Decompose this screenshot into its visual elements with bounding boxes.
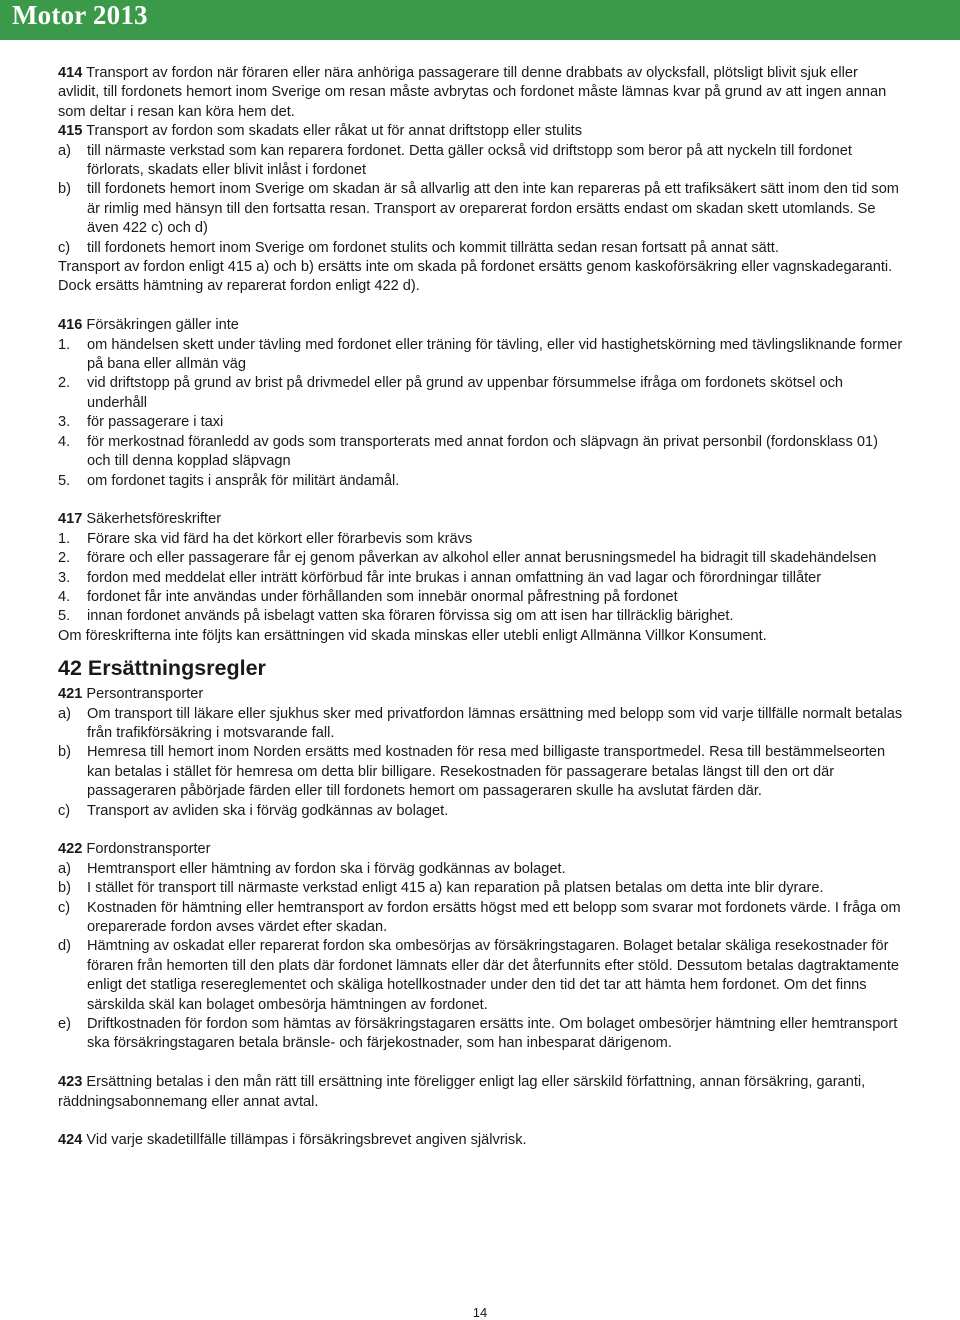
- list-416: [58, 336, 903, 491]
- list-415: [58, 142, 903, 258]
- list-421: [58, 705, 903, 821]
- list-item: 5. om fordonet tagits i anspråk för militärt ändamål.: [58, 472, 400, 489]
- section-414: [58, 64, 903, 122]
- document-title: Motor 2013: [12, 0, 148, 30]
- section-number: 422: [58, 841, 83, 858]
- list-item: a) Hemtransport eller hämtning av fordon ska i förväg godkännas av bolaget.: [58, 860, 566, 877]
- header-bar: [0, 0, 960, 40]
- list-item: 1. om händelsen skett under tävling med fordonet eller träning för tävling, eller vid hastighetskörning med tävlingsliknande former på bana eller allmän väg: [58, 336, 903, 373]
- list-item: c) Kostnaden för hämtning eller hemtransport av fordon ersätts högst med ett belopp som svarar mot fordonets värde. I fråga om oreparerade fordon avses värdet efter skadan.: [58, 899, 901, 936]
- list-item: 5. innan fordonet används på isbelagt vatten ska föraren förvissa sig om att isen har tillräcklig bärighet.: [58, 608, 734, 625]
- list-item: 4. för merkostnad föranledd av gods som transporterats med annat fordon och släpvagn än privat personbil (fordonsklass 01) och till denna kopplad släpvagn: [58, 433, 878, 470]
- section-number: 421: [58, 686, 83, 703]
- list-item: c) till fordonets hemort inom Sverige om fordonet stulits och kommit tillrätta sedan resan fortsatt på annat sätt.: [58, 239, 779, 256]
- section-number: 417: [58, 511, 83, 528]
- section-text: Försäkringen gäller inte: [82, 317, 239, 334]
- section-text: Transport av fordon när föraren eller nära anhöriga passagerare till denne drabbats av olycksfall, plötsligt blivit sjuk eller avlidit, till fordonets hemort inom Sverige om resan måste avbrytas och fordonet måste lämnas kvar på grund av att ingen annan som deltar i resan kan köra hem det.: [58, 65, 887, 120]
- list-item: 3. fordon med meddelat eller inträtt körförbud får inte brukas i annan omfattning än vad lagar och förordningar tillåter: [58, 569, 822, 586]
- page-number: 14: [472, 1305, 488, 1320]
- list-item: b) I stället för transport till närmaste verkstad enligt 415 a) kan reparation på platsen betalas om detta inte blir dyrare.: [58, 880, 824, 897]
- chapter-heading: 42 Ersättningsregler: [58, 656, 266, 681]
- section-number: 416: [58, 317, 83, 334]
- section-421: [58, 685, 903, 704]
- section-417: [58, 510, 903, 529]
- section-note: Transport av fordon enligt 415 a) och b) ersätts inte om skada på fordonet ersätts genom kaskoförsäkring eller vagnskadegaranti. Dock ersätts hämtning av reparerat fordon enligt 422 d).: [58, 259, 893, 295]
- section-422: [58, 840, 903, 859]
- list-item: b) till fordonets hemort inom Sverige om skadan är så allvarlig att den inte kan repareras på ett trafiksäkert sätt inom den tid som är rimlig med hänsyn till den fortsatta resan. Transport av oreparerat fordon ersätts endast om skadan skett utomlands. Se även 422 c) och d): [58, 181, 899, 237]
- list-item: 3. för passagerare i taxi: [58, 414, 224, 431]
- list-item: 1. Förare ska vid färd ha det körkort eller förarbevis som krävs: [58, 530, 473, 547]
- section-number: 423: [58, 1074, 83, 1091]
- list-item: 2. förare och eller passagerare får ej genom påverkan av alkohol eller annat berusningsmedel ha bidragit till skadehändelsen: [58, 550, 877, 567]
- section-text: Transport av fordon som skadats eller råkat ut för annat driftstopp eller stulits: [82, 123, 583, 140]
- section-number: 415: [58, 123, 83, 140]
- list-item: d) Hämtning av oskadat eller reparerat fordon ska ombesörjas av försäkringstagaren. Bolaget betalar skäliga resekostnader för föraren från hemorten till den plats där fordonet lämnats eller där det återfunnits efter stöld. Dessutom betalas dagtraktamente enligt det statliga resereglementet och skäliga hotellkostnader under den tid det tar att hämta hem fordonet. Om det finns särskilda skäl kan bolaget ombesörja hämtningen av fordonet.: [58, 938, 900, 1013]
- section-text: Persontransporter: [82, 686, 204, 703]
- section-text: Ersättning betalas i den mån rätt till ersättning inte föreligger enligt lag eller särskild författning, annan försäkring, garanti, räddningsabonnemang eller annat avtal.: [58, 1074, 866, 1110]
- list-item: 4. fordonet får inte användas under förhållanden som innebär onormal påfrestning på fordonet: [58, 588, 678, 605]
- list-417: [58, 530, 903, 627]
- section-424: [58, 1131, 903, 1150]
- section-text: Fordonstransporter: [82, 841, 211, 858]
- section-415: [58, 122, 903, 141]
- document-body: [58, 64, 903, 1151]
- section-text: Säkerhetsföreskrifter: [82, 511, 222, 528]
- section-text: Vid varje skadetillfälle tillämpas i försäkringsbrevet angiven självrisk.: [82, 1132, 527, 1149]
- list-422: [58, 860, 903, 1054]
- list-item: e) Driftkostnaden för fordon som hämtas av försäkringstagaren ersätts inte. Om bolaget ombesörjer hämtning eller hemtransport ska försäkringstagaren betala bränsle- och färjekostnader, som han inbesparat därigenom.: [58, 1016, 898, 1052]
- section-note: Om föreskrifterna inte följts kan ersättningen vid skada minskas eller utebli enligt Allmänna Villkor Konsument.: [58, 627, 767, 644]
- list-item: 2. vid driftstopp på grund av brist på drivmedel eller på grund av uppenbar försummelse ifråga om fordonets skötsel och underhåll: [58, 375, 844, 411]
- list-item: b) Hemresa till hemort inom Norden ersätts med kostnaden för resa med billigaste transportmedel. Resa till bestämmelseorten kan betalas i stället för hemresa om detta blir billigare. Resekostnaden för passagerare betalas längst till den ort där passageraren påbörjade färden eller till fordonets hemort om passageraren skulle ha avslutat färden där.: [58, 744, 886, 800]
- section-number: 424: [58, 1132, 83, 1149]
- section-416: [58, 316, 903, 335]
- list-item: c) Transport av avliden ska i förväg godkännas av bolaget.: [58, 802, 449, 819]
- section-423: [58, 1073, 903, 1112]
- list-item: a) till närmaste verkstad som kan reparera fordonet. Detta gäller också vid driftstopp som beror på att nyckeln till fordonet förlorats, skadats eller blivit inlåst i fordonet: [58, 142, 852, 179]
- section-number: 414: [58, 65, 83, 81]
- list-item: a) Om transport till läkare eller sjukhus sker med privatfordon lämnas ersättning med belopp som vid varje tillfälle normalt betalas från trafikförsäkring i motsvarande fall.: [58, 705, 903, 741]
